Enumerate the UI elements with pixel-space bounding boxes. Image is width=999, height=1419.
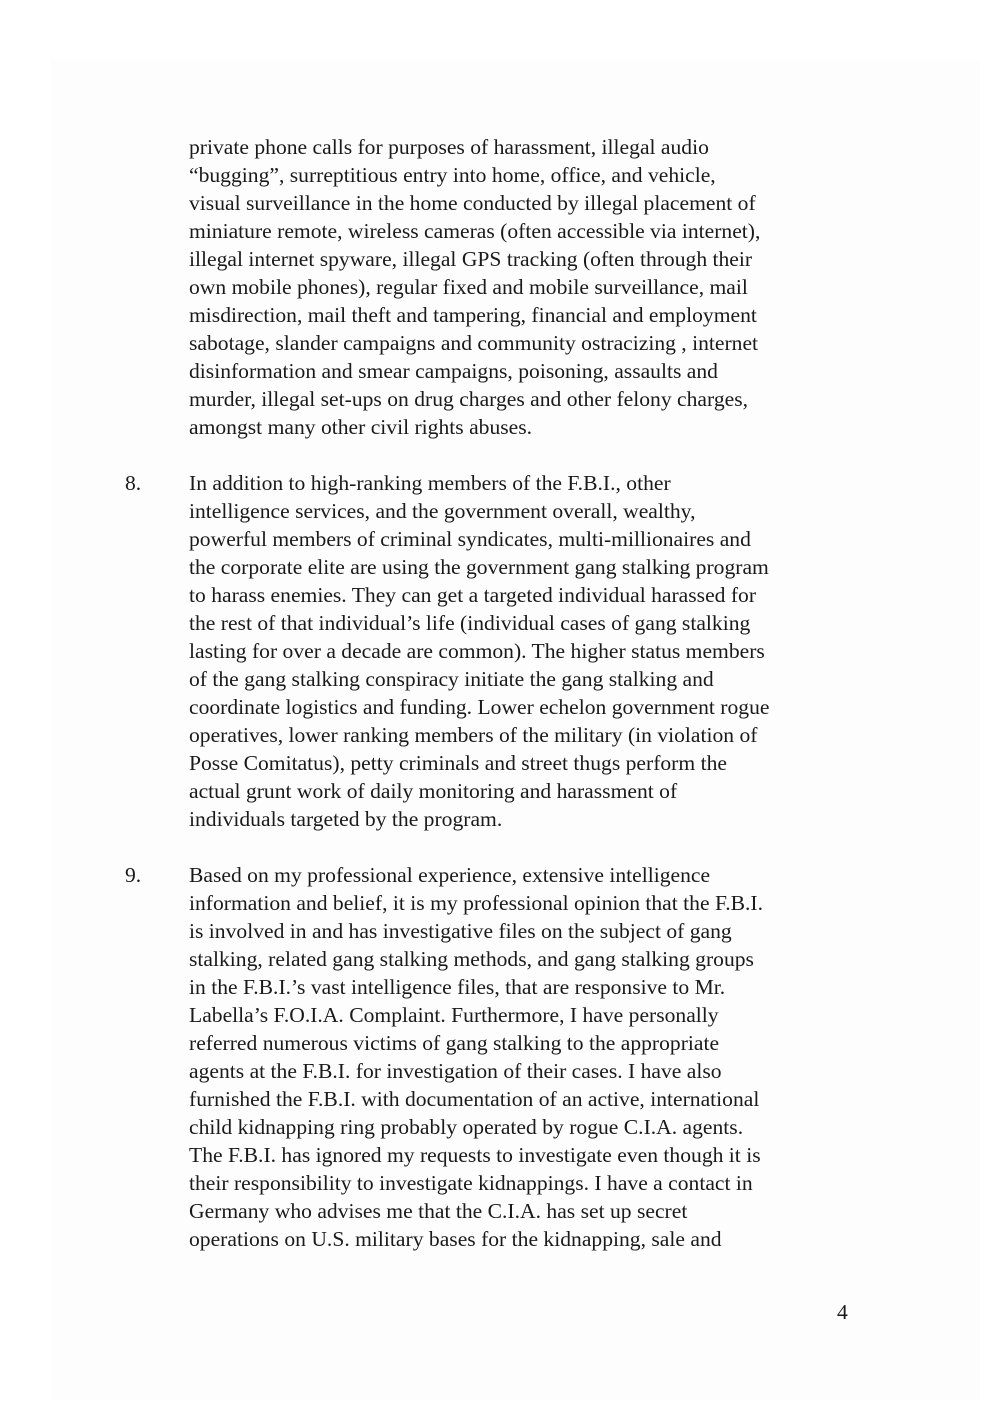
- text-line: operations on U.S. military bases for the kidnapping, sale and: [189, 1227, 722, 1251]
- text-line: miniature remote, wireless cameras (often accessible via internet),: [189, 219, 761, 243]
- text-line: is involved in and has investigative files on the subject of gang: [189, 919, 732, 943]
- text-line: stalking, related gang stalking methods, and gang stalking groups: [189, 947, 754, 971]
- text-line: the rest of that individual’s life (individual cases of gang stalking: [189, 611, 751, 635]
- text-line: agents at the F.B.I. for investigation of their cases. I have also: [189, 1059, 722, 1083]
- text-line: Posse Comitatus), petty criminals and street thugs perform the: [189, 751, 727, 775]
- text-line: individuals targeted by the program.: [189, 807, 503, 831]
- text-line: private phone calls for purposes of harassment, illegal audio: [189, 135, 709, 159]
- text-line: their responsibility to investigate kidnappings. I have a contact in: [189, 1171, 753, 1195]
- text-line: Based on my professional experience, extensive intelligence: [189, 863, 711, 887]
- text-line: sabotage, slander campaigns and community ostracizing , internet: [189, 331, 759, 355]
- text-line: the corporate elite are using the government gang stalking program: [189, 555, 769, 579]
- paragraph-number: 8.: [125, 471, 142, 495]
- text-line: amongst many other civil rights abuses.: [189, 415, 533, 439]
- text-line: referred numerous victims of gang stalking to the appropriate: [189, 1031, 720, 1055]
- text-line: illegal internet spyware, illegal GPS tracking (often through their: [189, 247, 753, 271]
- text-line: In addition to high-ranking members of the F.B.I., other: [189, 471, 671, 495]
- text-line: coordinate logistics and funding. Lower echelon government rogue: [189, 695, 770, 719]
- text-line: furnished the F.B.I. with documentation of an active, international: [189, 1087, 760, 1111]
- text-line: own mobile phones), regular fixed and mobile surveillance, mail: [189, 275, 748, 299]
- text-line: Germany who advises me that the C.I.A. has set up secret: [189, 1199, 688, 1223]
- text-line: actual grunt work of daily monitoring and harassment of: [189, 779, 678, 803]
- text-line: visual surveillance in the home conducted by illegal placement of: [189, 191, 756, 215]
- text-line: murder, illegal set-ups on drug charges and other felony charges,: [189, 387, 749, 411]
- text-line: child kidnapping ring probably operated by rogue C.I.A. agents.: [189, 1115, 744, 1139]
- paragraph-9: [189, 861, 869, 1253]
- paragraph-number: 9.: [125, 863, 142, 887]
- text-line: intelligence services, and the government overall, wealthy,: [189, 499, 696, 523]
- text-line: information and belief, it is my professional opinion that the F.B.I.: [189, 891, 764, 915]
- paragraph-8: [189, 469, 869, 833]
- continuation-paragraph: [189, 133, 869, 441]
- text-line: operatives, lower ranking members of the military (in violation of: [189, 723, 758, 747]
- text-line: to harass enemies. They can get a targeted individual harassed for: [189, 583, 757, 607]
- text-line: of the gang stalking conspiracy initiate the gang stalking and: [189, 667, 714, 691]
- text-line: “bugging”, surreptitious entry into home, office, and vehicle,: [189, 163, 716, 187]
- text-line: in the F.B.I.’s vast intelligence files, that are responsive to Mr.: [189, 975, 726, 999]
- text-line: The F.B.I. has ignored my requests to investigate even though it is: [189, 1143, 761, 1167]
- text-line: lasting for over a decade are common). The higher status members: [189, 639, 765, 663]
- text-line: powerful members of criminal syndicates, multi-millionaires and: [189, 527, 751, 551]
- text-line: disinformation and smear campaigns, poisoning, assaults and: [189, 359, 718, 383]
- text-line: Labella’s F.O.I.A. Complaint. Furthermore, I have personally: [189, 1003, 719, 1027]
- text-line: misdirection, mail theft and tampering, financial and employment: [189, 303, 757, 327]
- page-number: 4: [837, 1300, 848, 1324]
